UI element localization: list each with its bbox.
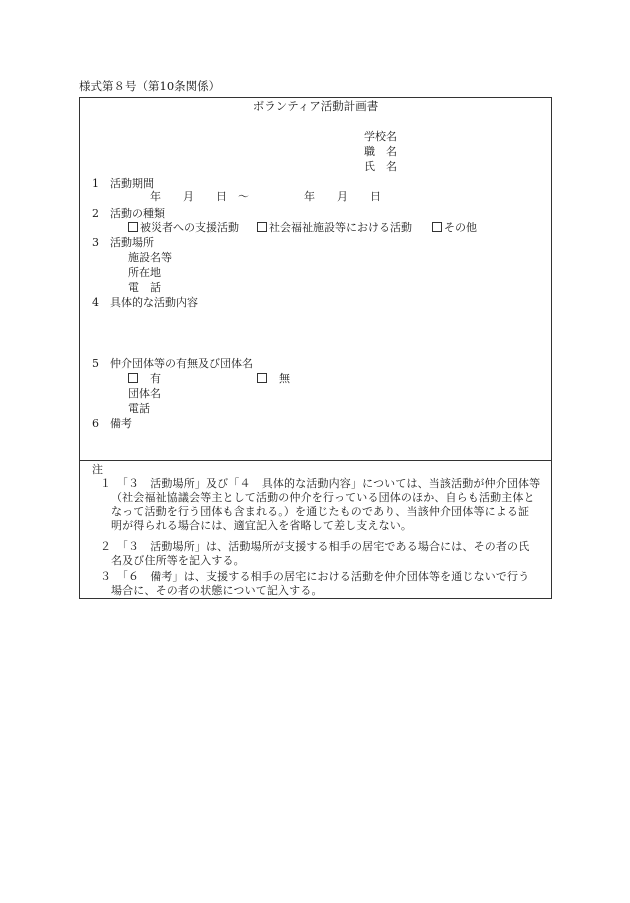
section-2-number: 2 <box>92 207 99 220</box>
form-title: ボランティア活動計画書 <box>252 99 379 113</box>
notes-heading: 注 <box>92 463 103 476</box>
section-5-number: 5 <box>92 357 99 370</box>
activity-content-label: 具体的な活動内容 <box>110 296 198 309</box>
activity-period-label: 活動期間 <box>110 177 154 190</box>
option-label: 社会福祉施設等における活動 <box>269 221 412 234</box>
org-no-option[interactable] <box>257 372 290 385</box>
position-label: 職 名 <box>364 145 397 158</box>
school-name-label: 学校名 <box>364 130 397 143</box>
phone-label: 電 話 <box>128 281 161 294</box>
notes-divider <box>79 460 552 461</box>
address-label: 所在地 <box>128 266 161 279</box>
section-3-number: 3 <box>92 236 99 249</box>
section-6-number: 6 <box>92 417 99 430</box>
section-4-number: 4 <box>92 296 99 309</box>
activity-place-label: 活動場所 <box>110 236 154 249</box>
activity-period-dates: 年 月 日 〜 年 月 日 <box>150 190 381 203</box>
checkbox-icon <box>257 222 267 232</box>
checkbox-icon <box>128 373 138 383</box>
remarks-label: 備考 <box>110 417 132 430</box>
option-label: その他 <box>444 221 477 234</box>
section-1-number: 1 <box>92 177 99 190</box>
note-line: 明が得られる場合には、適宜記入を省略して差し支えない。 <box>111 519 413 532</box>
note-line: なって活動を行う団体も含まれる。）を通じたものであり、当該仲介団体等による証 <box>111 505 530 518</box>
facility-name-label: 施設名等 <box>128 251 172 264</box>
note-line: 名及び住所等を記入する。 <box>111 554 245 567</box>
option-label: 被災者への支援活動 <box>140 221 239 234</box>
form-number-label: 様式第８号（第10条関係） <box>79 79 221 93</box>
note-line: ２ 「３ 活動場所」は、活動場所が支援する相手の居宅である場合には、その者の氏 <box>100 540 530 553</box>
option-label: 無 <box>279 372 290 385</box>
activity-type-option-other[interactable] <box>432 221 477 234</box>
activity-type-option-disaster[interactable] <box>128 221 239 234</box>
intermediary-org-label: 仲介団体等の有無及び団体名 <box>110 357 253 370</box>
org-name-label: 団体名 <box>128 387 161 400</box>
checkbox-icon <box>128 222 138 232</box>
org-yes-option[interactable] <box>128 372 161 385</box>
checkbox-icon <box>257 373 267 383</box>
note-line: 場合に、その者の状態について記入する。 <box>111 584 323 597</box>
activity-type-label: 活動の種類 <box>110 207 165 220</box>
org-phone-label: 電話 <box>128 402 150 415</box>
note-line: ３ 「６ 備考」は、支援する相手の居宅における活動を仲介団体等を通じないで行う <box>100 570 530 583</box>
name-label: 氏 名 <box>364 160 397 173</box>
activity-type-option-welfare[interactable] <box>257 221 412 234</box>
option-label: 有 <box>150 372 161 385</box>
note-line: １ 「３ 活動場所」及び「４ 具体的な活動内容」については、当該活動が仲介団体等 <box>100 477 541 490</box>
note-line: （社会福祉協議会等主として活動の仲介を行っている団体のほか、自らも活動主体と <box>111 491 535 504</box>
checkbox-icon <box>432 222 442 232</box>
